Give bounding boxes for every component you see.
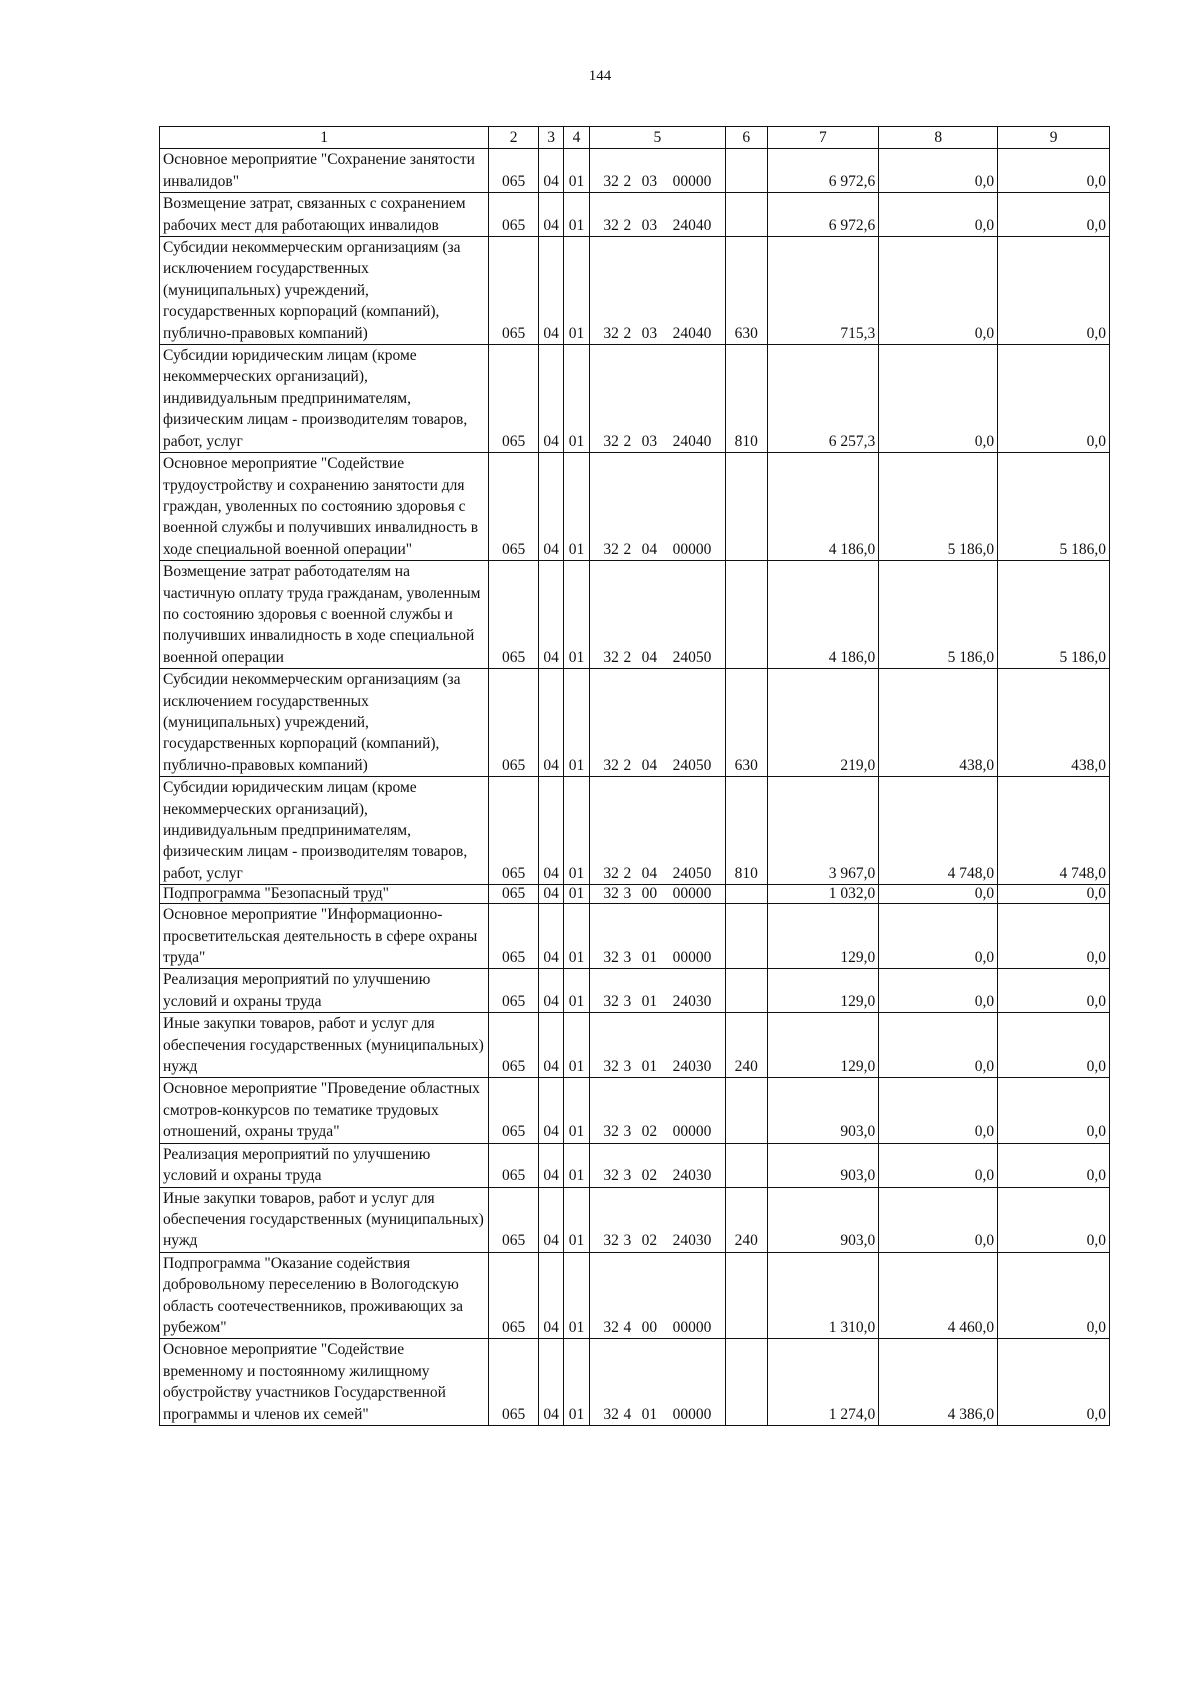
target-article-part: 04 (641, 648, 658, 666)
target-article-part: 32 (603, 1318, 619, 1336)
table-row (160, 885, 1110, 904)
target-article-part: 2 (623, 756, 632, 774)
column-header: 7 (767, 127, 879, 149)
cell-target-article (589, 561, 725, 669)
cell-amount-year3: 0,0 (998, 149, 1110, 193)
cell-amount-year1: 129,0 (767, 969, 879, 1013)
table-row (160, 1339, 1110, 1426)
table-row (160, 149, 1110, 193)
target-article-part: 02 (641, 1123, 658, 1141)
row-name: Основное мероприятие "Содействие трудоустройству и сохранению занятости для граждан, уволенных по состоянию здоровья с военной службы и получивших инвалидность в ходе специальной военной операции" (160, 453, 489, 561)
cell-section: 04 (538, 885, 563, 904)
budget-table (159, 126, 1110, 1426)
cell-expense-type: 630 (725, 237, 767, 345)
cell-target-article (589, 777, 725, 885)
cell-section: 04 (538, 237, 563, 345)
target-article-part: 00000 (672, 540, 712, 558)
table-row (160, 669, 1110, 777)
cell-section: 04 (538, 345, 563, 453)
cell-expense-type: 810 (725, 345, 767, 453)
target-article-part: 32 (603, 949, 619, 967)
target-article-part: 3 (623, 949, 632, 967)
target-article-part: 32 (603, 992, 619, 1010)
cell-amount-year1: 1 310,0 (767, 1252, 879, 1339)
cell-target-article (589, 237, 725, 345)
cell-code-ministry: 065 (489, 149, 539, 193)
target-article-part: 32 (603, 432, 619, 450)
target-article-part: 03 (641, 172, 658, 190)
target-article-part: 2 (623, 324, 632, 342)
cell-code-ministry: 065 (489, 1013, 539, 1078)
target-article-part: 00000 (672, 172, 712, 190)
cell-amount-year1: 903,0 (767, 1078, 879, 1143)
row-name: Субсидии некоммерческим организациям (за исключением государственных (муниципальных) учреждений, государственных корпораций (компаний), публично-правовых компаний) (160, 237, 489, 345)
table-row (160, 1187, 1110, 1252)
column-header: 8 (879, 127, 998, 149)
cell-amount-year1: 1 032,0 (767, 885, 879, 904)
cell-amount-year3: 0,0 (998, 904, 1110, 969)
target-article-part: 24040 (672, 216, 712, 234)
row-name: Субсидии некоммерческим организациям (за исключением государственных (муниципальных) учреждений, государственных корпораций (компаний), публично-правовых компаний) (160, 669, 489, 777)
target-article-part: 3 (623, 1123, 632, 1141)
cell-expense-type (725, 193, 767, 237)
cell-expense-type: 810 (725, 777, 767, 885)
cell-expense-type (725, 969, 767, 1013)
target-article-part: 03 (641, 216, 658, 234)
target-article-part: 24040 (672, 432, 712, 450)
column-header: 4 (564, 127, 589, 149)
row-name: Реализация мероприятий по улучшению условий и охраны труда (160, 969, 489, 1013)
cell-amount-year1: 715,3 (767, 237, 879, 345)
cell-section: 04 (538, 193, 563, 237)
cell-amount-year3: 0,0 (998, 237, 1110, 345)
row-name: Иные закупки товаров, работ и услуг для обеспечения государственных (муниципальных) нужд (160, 1187, 489, 1252)
cell-amount-year2: 4 748,0 (879, 777, 998, 885)
row-name: Основное мероприятие "Содействие временному и постоянному жилищному обустройству участников Государственной программы и членов их семей" (160, 1339, 489, 1426)
cell-expense-type (725, 1252, 767, 1339)
cell-section: 04 (538, 1339, 563, 1426)
cell-target-article (589, 1078, 725, 1143)
cell-amount-year1: 129,0 (767, 904, 879, 969)
row-name: Возмещение затрат работодателям на частичную оплату труда гражданам, уволенным по состоянию здоровья с военной службы и получивших инвалидность в ходе специальной военной операции (160, 561, 489, 669)
cell-section: 04 (538, 453, 563, 561)
cell-amount-year3: 0,0 (998, 1339, 1110, 1426)
target-article-part: 2 (623, 172, 632, 190)
target-article-part: 2 (623, 864, 632, 882)
cell-amount-year3: 5 186,0 (998, 561, 1110, 669)
column-header: 1 (160, 127, 489, 149)
cell-amount-year2: 4 386,0 (879, 1339, 998, 1426)
cell-amount-year3: 0,0 (998, 1078, 1110, 1143)
cell-subsection: 01 (564, 885, 589, 904)
cell-subsection: 01 (564, 969, 589, 1013)
row-name: Основное мероприятие "Информационно-просветительская деятельность в сфере охраны труда" (160, 904, 489, 969)
cell-amount-year3: 0,0 (998, 1143, 1110, 1187)
target-article-part: 00000 (672, 1405, 712, 1423)
target-article-part: 32 (603, 885, 619, 903)
row-name: Основное мероприятие "Проведение областных смотров-конкурсов по тематике трудовых отношений, охраны труда" (160, 1078, 489, 1143)
target-article-part: 24040 (672, 324, 712, 342)
cell-code-ministry: 065 (489, 1078, 539, 1143)
column-header: 5 (589, 127, 725, 149)
target-article-part: 24030 (672, 1058, 712, 1076)
cell-code-ministry: 065 (489, 237, 539, 345)
target-article-part: 32 (603, 648, 619, 666)
cell-code-ministry: 065 (489, 777, 539, 885)
column-header: 9 (998, 127, 1110, 149)
cell-amount-year2: 5 186,0 (879, 453, 998, 561)
page-number: 144 (588, 68, 612, 84)
target-article-part: 00 (641, 885, 658, 903)
row-name: Субсидии юридическим лицам (кроме некоммерческих организаций), индивидуальным предпринимателям, физическим лицам - производителям товаров, работ, услуг (160, 345, 489, 453)
cell-amount-year2: 0,0 (879, 1078, 998, 1143)
row-name: Субсидии юридическим лицам (кроме некоммерческих организаций), индивидуальным предпринимателям, физическим лицам - производителям товаров, работ, услуг (160, 777, 489, 885)
row-name: Реализация мероприятий по улучшению условий и охраны труда (160, 1143, 489, 1187)
cell-subsection: 01 (564, 904, 589, 969)
column-header: 2 (489, 127, 539, 149)
cell-amount-year3: 0,0 (998, 885, 1110, 904)
target-article-part: 2 (623, 648, 632, 666)
cell-target-article (589, 1339, 725, 1426)
cell-amount-year2: 0,0 (879, 345, 998, 453)
cell-target-article (589, 1252, 725, 1339)
cell-code-ministry: 065 (489, 453, 539, 561)
table-row (160, 1078, 1110, 1143)
cell-code-ministry: 065 (489, 904, 539, 969)
cell-subsection: 01 (564, 193, 589, 237)
cell-expense-type: 630 (725, 669, 767, 777)
target-article-part: 00000 (672, 885, 712, 903)
cell-amount-year2: 0,0 (879, 193, 998, 237)
cell-amount-year1: 6 972,6 (767, 193, 879, 237)
cell-section: 04 (538, 1078, 563, 1143)
column-header: 3 (538, 127, 563, 149)
cell-amount-year2: 0,0 (879, 885, 998, 904)
table-row (160, 969, 1110, 1013)
cell-code-ministry: 065 (489, 669, 539, 777)
table-row (160, 777, 1110, 885)
cell-code-ministry: 065 (489, 1187, 539, 1252)
cell-subsection: 01 (564, 1013, 589, 1078)
table-row (160, 1013, 1110, 1078)
cell-amount-year1: 4 186,0 (767, 453, 879, 561)
cell-subsection: 01 (564, 1339, 589, 1426)
target-article-part: 3 (623, 1167, 632, 1185)
cell-section: 04 (538, 1143, 563, 1187)
cell-code-ministry: 065 (489, 193, 539, 237)
cell-expense-type (725, 1078, 767, 1143)
cell-code-ministry: 065 (489, 1339, 539, 1426)
cell-target-article (589, 193, 725, 237)
cell-section: 04 (538, 149, 563, 193)
target-article-part: 03 (641, 432, 658, 450)
target-article-part: 32 (603, 172, 619, 190)
target-article-part: 00 (641, 1318, 658, 1336)
cell-amount-year2: 0,0 (879, 149, 998, 193)
cell-section: 04 (538, 969, 563, 1013)
cell-expense-type (725, 453, 767, 561)
target-article-part: 2 (623, 540, 632, 558)
target-article-part: 24050 (672, 648, 712, 666)
table-row (160, 453, 1110, 561)
target-article-part: 24030 (672, 1167, 712, 1185)
cell-code-ministry: 065 (489, 885, 539, 904)
target-article-part: 01 (641, 1058, 658, 1076)
cell-amount-year3: 438,0 (998, 669, 1110, 777)
cell-amount-year2: 0,0 (879, 237, 998, 345)
cell-amount-year1: 903,0 (767, 1187, 879, 1252)
target-article-part: 2 (623, 216, 632, 234)
cell-amount-year3: 4 748,0 (998, 777, 1110, 885)
target-article-part: 32 (603, 216, 619, 234)
table-row (160, 904, 1110, 969)
cell-expense-type (725, 904, 767, 969)
target-article-part: 01 (641, 949, 658, 967)
cell-section: 04 (538, 669, 563, 777)
target-article-part: 2 (623, 432, 632, 450)
target-article-part: 02 (641, 1232, 658, 1250)
table-row (160, 345, 1110, 453)
cell-subsection: 01 (564, 1143, 589, 1187)
cell-amount-year3: 5 186,0 (998, 453, 1110, 561)
table-row (160, 237, 1110, 345)
cell-amount-year2: 0,0 (879, 904, 998, 969)
cell-expense-type: 240 (725, 1013, 767, 1078)
target-article-part: 32 (603, 324, 619, 342)
target-article-part: 32 (603, 1058, 619, 1076)
cell-subsection: 01 (564, 1187, 589, 1252)
cell-section: 04 (538, 561, 563, 669)
target-article-part: 3 (623, 1232, 632, 1250)
target-article-part: 3 (623, 992, 632, 1010)
cell-target-article (589, 885, 725, 904)
cell-expense-type (725, 561, 767, 669)
cell-amount-year1: 903,0 (767, 1143, 879, 1187)
cell-amount-year3: 0,0 (998, 1252, 1110, 1339)
cell-amount-year2: 0,0 (879, 969, 998, 1013)
cell-amount-year3: 0,0 (998, 969, 1110, 1013)
cell-subsection: 01 (564, 237, 589, 345)
table-row (160, 1252, 1110, 1339)
row-name: Иные закупки товаров, работ и услуг для обеспечения государственных (муниципальных) нужд (160, 1013, 489, 1078)
cell-amount-year2: 4 460,0 (879, 1252, 998, 1339)
cell-amount-year1: 6 257,3 (767, 345, 879, 453)
target-article-part: 24030 (672, 1232, 712, 1250)
target-article-part: 00000 (672, 1318, 712, 1336)
target-article-part: 00000 (672, 949, 712, 967)
cell-amount-year1: 1 274,0 (767, 1339, 879, 1426)
target-article-part: 24050 (672, 756, 712, 774)
target-article-part: 3 (623, 885, 632, 903)
cell-amount-year1: 4 186,0 (767, 561, 879, 669)
target-article-part: 24050 (672, 864, 712, 882)
cell-code-ministry: 065 (489, 1252, 539, 1339)
cell-section: 04 (538, 777, 563, 885)
table-row (160, 193, 1110, 237)
table-body (160, 149, 1110, 1426)
cell-amount-year1: 6 972,6 (767, 149, 879, 193)
cell-amount-year1: 219,0 (767, 669, 879, 777)
cell-code-ministry: 065 (489, 969, 539, 1013)
cell-expense-type (725, 149, 767, 193)
cell-amount-year3: 0,0 (998, 1013, 1110, 1078)
cell-amount-year3: 0,0 (998, 1187, 1110, 1252)
target-article-part: 32 (603, 1167, 619, 1185)
cell-code-ministry: 065 (489, 561, 539, 669)
target-article-part: 24030 (672, 992, 712, 1010)
cell-subsection: 01 (564, 453, 589, 561)
target-article-part: 32 (603, 1123, 619, 1141)
cell-section: 04 (538, 1187, 563, 1252)
cell-amount-year2: 5 186,0 (879, 561, 998, 669)
target-article-part: 01 (641, 1405, 658, 1423)
cell-subsection: 01 (564, 561, 589, 669)
cell-subsection: 01 (564, 669, 589, 777)
target-article-part: 32 (603, 756, 619, 774)
table-row (160, 1143, 1110, 1187)
target-article-part: 04 (641, 540, 658, 558)
cell-target-article (589, 149, 725, 193)
cell-expense-type: 240 (725, 1187, 767, 1252)
cell-amount-year1: 129,0 (767, 1013, 879, 1078)
cell-amount-year3: 0,0 (998, 193, 1110, 237)
target-article-part: 4 (623, 1405, 632, 1423)
row-name: Возмещение затрат, связанных с сохранением рабочих мест для работающих инвалидов (160, 193, 489, 237)
cell-subsection: 01 (564, 1252, 589, 1339)
cell-target-article (589, 345, 725, 453)
cell-expense-type (725, 1339, 767, 1426)
cell-amount-year3: 0,0 (998, 345, 1110, 453)
target-article-part: 32 (603, 540, 619, 558)
target-article-part: 03 (641, 324, 658, 342)
target-article-part: 3 (623, 1058, 632, 1076)
row-name: Подпрограмма "Оказание содействия добровольному переселению в Вологодскую область соотечественников, проживающих за рубежом" (160, 1252, 489, 1339)
cell-target-article (589, 904, 725, 969)
target-article-part: 04 (641, 864, 658, 882)
cell-expense-type (725, 1143, 767, 1187)
cell-section: 04 (538, 1013, 563, 1078)
cell-section: 04 (538, 904, 563, 969)
cell-amount-year2: 0,0 (879, 1143, 998, 1187)
cell-code-ministry: 065 (489, 1143, 539, 1187)
cell-expense-type (725, 885, 767, 904)
cell-target-article (589, 453, 725, 561)
cell-subsection: 01 (564, 777, 589, 885)
cell-subsection: 01 (564, 1078, 589, 1143)
column-header: 6 (725, 127, 767, 149)
target-article-part: 32 (603, 1405, 619, 1423)
cell-subsection: 01 (564, 345, 589, 453)
cell-amount-year2: 0,0 (879, 1187, 998, 1252)
target-article-part: 04 (641, 756, 658, 774)
target-article-part: 01 (641, 992, 658, 1010)
cell-subsection: 01 (564, 149, 589, 193)
row-name: Основное мероприятие "Сохранение занятости инвалидов" (160, 149, 489, 193)
row-name: Подпрограмма "Безопасный труд" (160, 885, 489, 904)
cell-target-article (589, 669, 725, 777)
target-article-part: 02 (641, 1167, 658, 1185)
target-article-part: 00000 (672, 1123, 712, 1141)
cell-section: 04 (538, 1252, 563, 1339)
cell-target-article (589, 969, 725, 1013)
table-row (160, 561, 1110, 669)
cell-target-article (589, 1187, 725, 1252)
cell-amount-year1: 3 967,0 (767, 777, 879, 885)
cell-amount-year2: 0,0 (879, 1013, 998, 1078)
cell-amount-year2: 438,0 (879, 669, 998, 777)
cell-target-article (589, 1143, 725, 1187)
target-article-part: 4 (623, 1318, 632, 1336)
target-article-part: 32 (603, 864, 619, 882)
header-row (160, 127, 1110, 149)
cell-code-ministry: 065 (489, 345, 539, 453)
target-article-part: 32 (603, 1232, 619, 1250)
cell-target-article (589, 1013, 725, 1078)
